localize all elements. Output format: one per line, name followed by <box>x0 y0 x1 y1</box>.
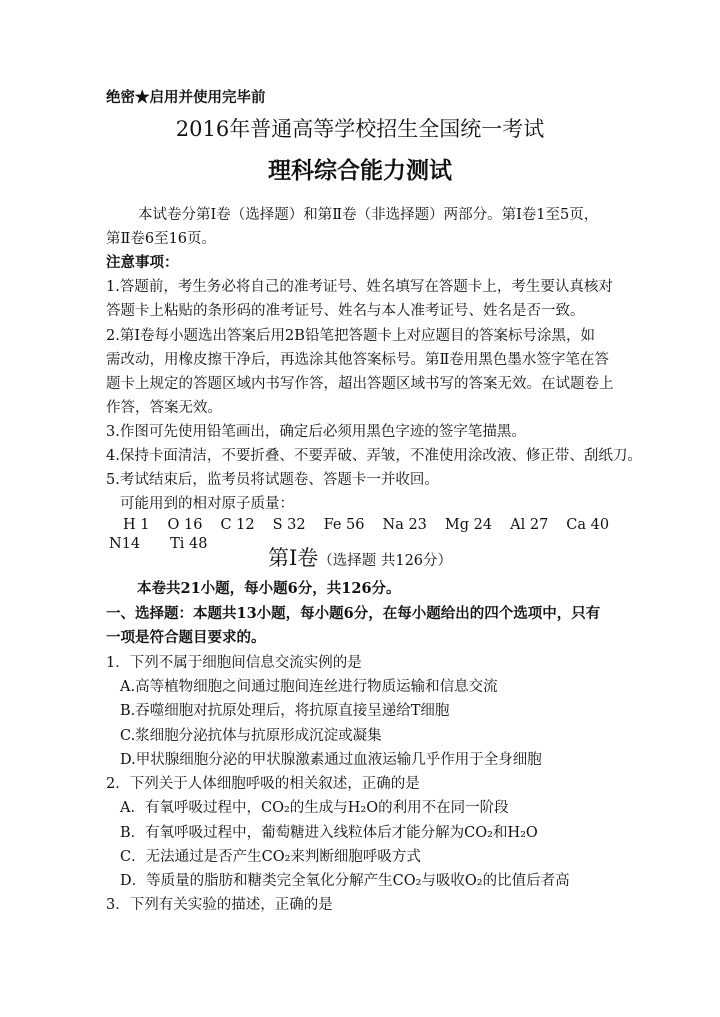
question-option: B.吞噬细胞对抗原处理后，将抗原直接呈递给T细胞 <box>120 703 450 719</box>
section-summary: 本卷共21小题，每小题6分，共126分。 <box>137 580 401 597</box>
atomic-mass-row <box>123 515 627 535</box>
confidential-label: 绝密★启用并使用完毕前 <box>106 89 266 106</box>
intro-line: 第Ⅱ卷6至16页。 <box>106 231 217 247</box>
atomic-mass-label: 可能用到的相对原子质量： <box>120 496 294 512</box>
atomic-mass-item: O 16 <box>167 517 203 533</box>
section-title <box>0 545 720 574</box>
atomic-mass-item: H 1 <box>123 517 150 533</box>
atomic-mass-item: C 12 <box>220 517 255 533</box>
section-subtitle: （选择题 共126分） <box>318 553 453 569</box>
question-option: A.高等植物细胞之间通过胞间连丝进行物质运输和信息交流 <box>120 679 498 695</box>
atomic-mass-item: Ti 48 <box>170 536 208 552</box>
exam-title: 2016年普通高等学校招生全国统一考试 <box>175 117 545 141</box>
notice-line: 题卡上规定的答题区域内书写作答，超出答题区域书写的答案无效。在试题卷上 <box>106 376 614 392</box>
section-title-main: 第Ⅰ卷 <box>267 546 319 570</box>
notice-heading: 注意事项： <box>106 254 179 271</box>
paper-title: 理科综合能力测试 <box>268 157 452 184</box>
question-option: A．有氧呼吸过程中，CO₂的生成与H₂O的利用不在同一阶段 <box>120 800 509 816</box>
notice-line: 答题卡上粘贴的条形码的准考证号、姓名与本人准考证号、姓名是否一致。 <box>106 303 585 319</box>
atomic-mass-item: Mg 24 <box>444 517 493 533</box>
question-option: D.甲状腺细胞分泌的甲状腺激素通过血液运输几乎作用于全身细胞 <box>120 752 542 768</box>
notice-line: 需改动，用橡皮擦干净后，再选涂其他答案标号。第Ⅱ卷用黑色墨水签字笔在答 <box>106 352 609 368</box>
notice-line: 4.保持卡面清洁，不要折叠、不要弄破、弄皱，不准使用涂改液、修正带、刮纸刀。 <box>106 448 642 464</box>
question-stem: 2．下列关于人体细胞呼吸的相关叙述，正确的是 <box>106 776 420 792</box>
question-option: C．无法通过是否产生CO₂来判断细胞呼吸方式 <box>120 849 421 865</box>
atomic-mass-item: Ca 40 <box>566 517 610 533</box>
atomic-mass-item: Fe 56 <box>323 517 365 533</box>
atomic-mass-item: Na 23 <box>382 517 427 533</box>
notice-line: 作答，答案无效。 <box>106 400 222 416</box>
notice-line: 2.第Ⅰ卷每小题选出答案后用2B铅笔把答题卡上对应题目的答案标号涂黑，如 <box>106 328 595 344</box>
question-option: D．等质量的脂肪和糖类完全氧化分解产生CO₂与吸收O₂的比值后者高 <box>120 873 570 889</box>
atomic-mass-item: Al 27 <box>510 517 549 533</box>
atomic-mass-item: S 32 <box>272 517 306 533</box>
intro-line: 本试卷分第Ⅰ卷（选择题）和第Ⅱ卷（非选择题）两部分。第Ⅰ卷1至5页， <box>138 207 599 223</box>
notice-line: 5.考试结束后，监考员将试题卷、答题卡一并收回。 <box>106 472 439 488</box>
part-instruction: 一项是符合题目要求的。 <box>106 629 266 646</box>
notice-line: 3.作图可先使用铅笔画出，确定后必须用黑色字迹的签字笔描黑。 <box>106 424 526 440</box>
part-instruction: 一、选择题：本题共13小题，每小题6分，在每小题给出的四个选项中，只有 <box>106 605 601 622</box>
question-option: C.浆细胞分泌抗体与抗原形成沉淀或凝集 <box>120 728 382 744</box>
notice-line: 1.答题前，考生务必将自己的准考证号、姓名填写在答题卡上，考生要认真核对 <box>106 279 613 295</box>
question-option: B．有氧呼吸过程中，葡萄糖进入线粒体后才能分解为CO₂和H₂O <box>120 825 538 841</box>
atomic-mass-item: N14 <box>109 536 141 552</box>
question-stem: 3．下列有关实验的描述，正确的是 <box>106 897 333 913</box>
question-stem: 1．下列不属于细胞间信息交流实例的是 <box>106 655 362 671</box>
